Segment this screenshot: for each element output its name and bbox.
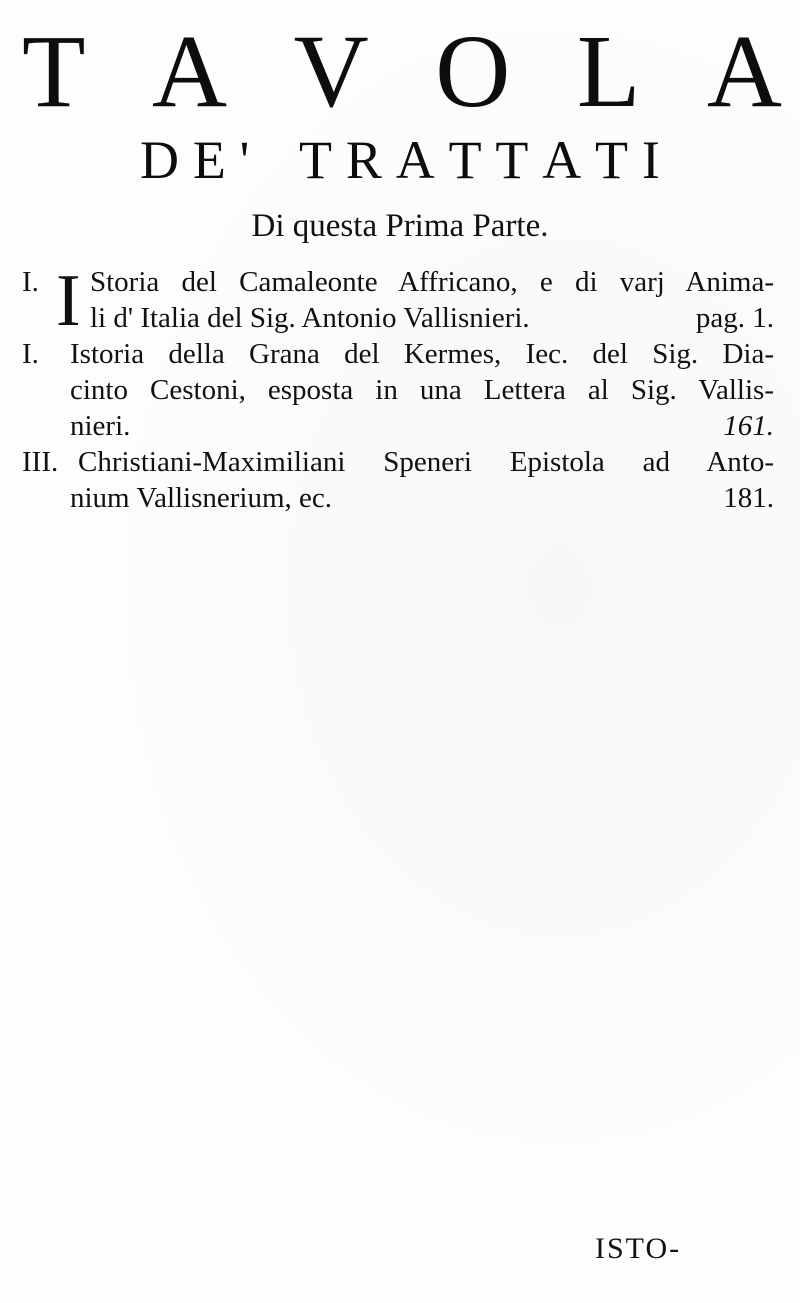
title-letter: T [595,130,629,190]
title-letter: T [22,14,86,129]
title-letter: R [345,130,382,190]
section-heading: Di questa Prima Parte. [251,208,549,244]
title-letter: T [448,130,482,190]
catchword: ISTO- [595,1232,682,1265]
title-letter: I [641,130,660,190]
title-letter: D [140,130,179,190]
entry-numeral: I. [22,266,39,298]
entry-text-line: Storia del Camaleonte Affricano, e di varj Anima- [90,266,774,298]
title-letter: ' [239,130,250,190]
title-letter: V [293,14,369,129]
entry-text-line: li d' Italia del Sig. Antonio Vallisnieri. [90,302,530,334]
title-letter: A [152,14,228,129]
title-letter: A [706,14,782,129]
entry-text-line: cinto Cestoni, esposta in una Lettera al Sig. Vallis- [70,374,774,406]
entry-page: 181. [723,482,774,514]
page-subtitle [140,130,660,190]
title-letter: O [435,14,511,129]
title-letter: L [576,14,641,129]
title-letter: T [299,130,333,190]
entry-numeral: I. [22,338,39,370]
entry-page: 161. [723,410,774,442]
title-letter: T [495,130,529,190]
entry-page: pag. 1. [695,302,774,334]
entry-text-line: nieri. [70,410,131,442]
title-letter: A [542,130,582,190]
entry-numeral: III. [22,446,59,478]
entry-text-line: Istoria della Grana del Kermes, Iec. del Sig. Dia- [70,338,774,370]
page-title [22,14,782,129]
entry-text-line: Christiani-Maximiliani Speneri Epistola ad Anto- [78,446,774,478]
title-letter: E [192,130,226,190]
entry-text-line: nium Vallisnerium, ec. [70,482,333,514]
drop-initial: I [56,260,81,342]
title-space [263,130,285,190]
title-letter: A [395,130,435,190]
